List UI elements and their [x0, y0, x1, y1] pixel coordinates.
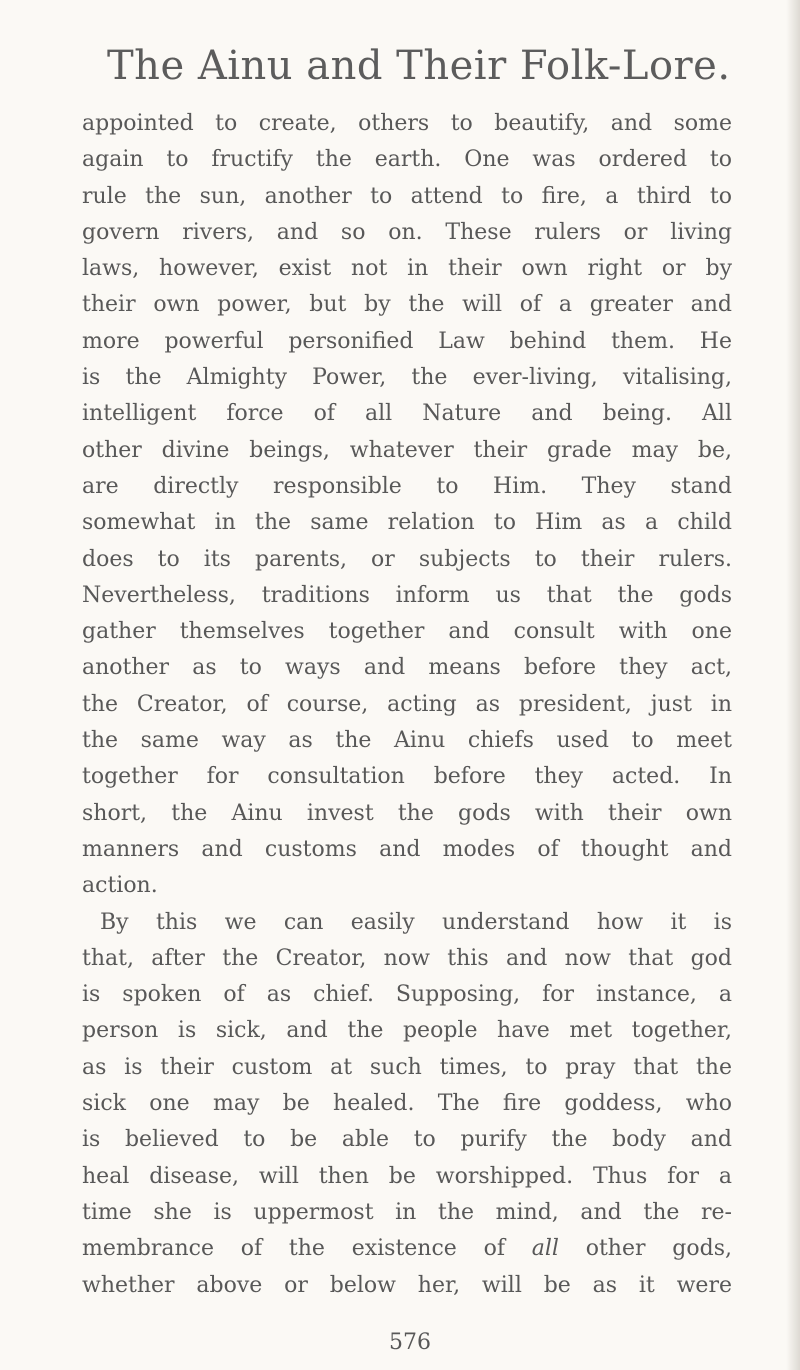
- text-line-with-italic: membrance of the existence of all other gods,: [82, 1236, 732, 1262]
- text-line: the Creator, of course, acting as president, just in: [82, 691, 732, 717]
- text-line: appointed to create, others to beautify, and some: [82, 111, 732, 136]
- text-line: are directly responsible to Him. They stand: [82, 473, 732, 499]
- text-line: is believed to be able to purify the body and: [82, 1127, 732, 1153]
- text-line: the same way as the Ainu chiefs used to meet: [82, 728, 732, 754]
- text-line: does to its parents, or subjects to their rulers.: [82, 546, 732, 572]
- text-line: gather themselves together and consult with one: [82, 619, 732, 645]
- text-line: short, the Ainu invest the gods with their own: [82, 800, 732, 826]
- text-line: their own power, but by the will of a greater and: [82, 292, 732, 318]
- text-line: govern rivers, and so on. These rulers or living: [82, 219, 732, 245]
- body-text: [82, 106, 732, 1304]
- text-line: heal disease, will then be worshipped. Thus for a: [82, 1163, 732, 1189]
- paragraph-start-line: By this we can easily understand how it is: [100, 909, 732, 935]
- text-line: Nevertheless, traditions inform us that the gods: [82, 582, 732, 608]
- text-line: sick one may be healed. The fire goddess, who: [82, 1091, 732, 1117]
- text-line: is the Almighty Power, the ever-living, vitalising,: [82, 365, 732, 391]
- text-line: again to fructify the earth. One was ordered to: [82, 147, 732, 173]
- text-line: intelligent force of all Nature and being. All: [82, 401, 732, 427]
- page-number: 576: [389, 1330, 431, 1355]
- text-line: other divine beings, whatever their grade may be,: [82, 437, 732, 463]
- text-line: that, after the Creator, now this and now that god: [82, 945, 732, 971]
- text-line: time she is uppermost in the mind, and the re-: [82, 1199, 732, 1225]
- text-line: as is their custom at such times, to pray that the: [82, 1054, 732, 1080]
- text-line: manners and customs and modes of thought and: [82, 836, 732, 862]
- running-head-title: The Ainu and Their Folk-Lore.: [107, 43, 731, 89]
- text-line: rule the sun, another to attend to fire, a third to: [82, 183, 732, 209]
- text-line: person is sick, and the people have met together,: [82, 1018, 732, 1044]
- text-line: another as to ways and means before they act,: [82, 655, 732, 681]
- paragraph-end-line: action.: [82, 873, 158, 899]
- text-line: whether above or below her, will be as it were: [82, 1272, 732, 1298]
- page-edge-shadow: [786, 0, 800, 1370]
- text-line: more powerful personified Law behind them. He: [82, 328, 732, 354]
- text-line: laws, however, exist not in their own right or by: [82, 256, 732, 282]
- text-line: is spoken of as chief. Supposing, for instance, a: [82, 982, 732, 1008]
- text-line: together for consultation before they acted. In: [82, 764, 732, 790]
- emphasis-word: all: [531, 1236, 559, 1262]
- text-line: somewhat in the same relation to Him as a child: [82, 510, 732, 536]
